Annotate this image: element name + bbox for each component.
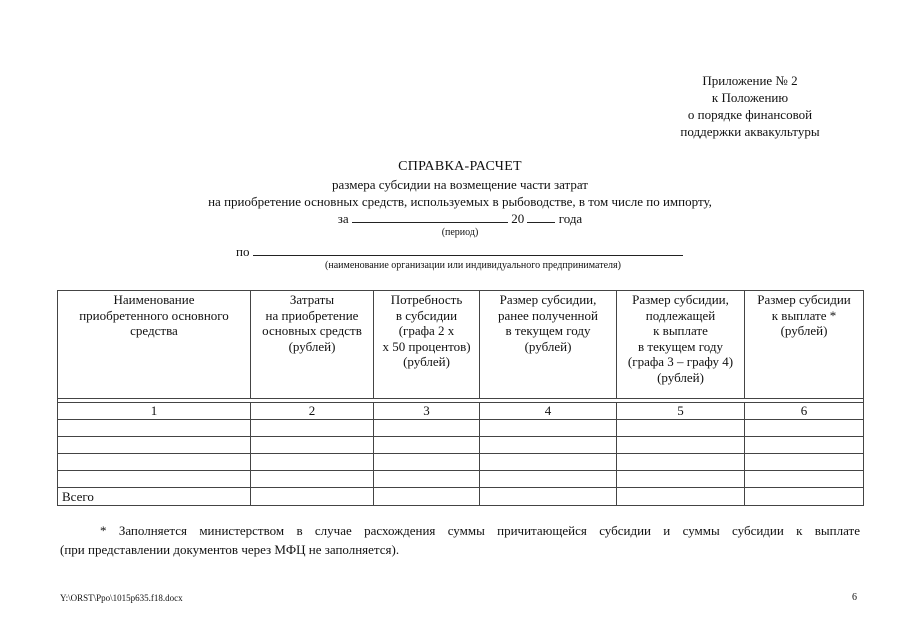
document-title-block bbox=[60, 158, 860, 239]
table-cell[interactable] bbox=[251, 454, 374, 471]
total-row bbox=[58, 488, 864, 506]
total-label: Всего bbox=[58, 488, 251, 506]
table-cell[interactable] bbox=[617, 471, 745, 488]
header-text: (графа 3 – графу 4) bbox=[627, 354, 734, 370]
column-number: 1 bbox=[58, 403, 251, 420]
header-text: средства bbox=[130, 323, 178, 339]
header-cell-2 bbox=[251, 291, 374, 399]
column-number: 2 bbox=[251, 403, 374, 420]
table-row bbox=[58, 454, 864, 471]
table-cell[interactable] bbox=[617, 420, 745, 437]
table-cell[interactable] bbox=[251, 488, 374, 506]
table-cell[interactable] bbox=[480, 488, 617, 506]
table-row bbox=[58, 437, 864, 454]
header-text: Затраты bbox=[289, 292, 335, 307]
header-text: (рублей) bbox=[524, 338, 572, 354]
column-number: 3 bbox=[374, 403, 480, 420]
document-title: СПРАВКА-РАСЧЕТ bbox=[398, 159, 522, 174]
organization-hint: (наименование организации или индивидуального предпринимателя) bbox=[325, 260, 621, 271]
footnote-line-2: (при представлении документов через МФЦ не заполняется). bbox=[60, 542, 400, 557]
header-text: Размер субсидии bbox=[757, 292, 851, 307]
table-cell[interactable] bbox=[374, 471, 480, 488]
table-cell[interactable] bbox=[745, 454, 864, 471]
table-cell[interactable] bbox=[745, 471, 864, 488]
period-hint: (период) bbox=[441, 227, 479, 238]
header-cell-4 bbox=[480, 291, 617, 399]
period-prefix: за bbox=[337, 211, 349, 226]
header-text: в субсидии bbox=[395, 307, 458, 323]
table-cell[interactable] bbox=[617, 454, 745, 471]
organization-prefix: по bbox=[236, 244, 250, 259]
table-cell[interactable] bbox=[374, 420, 480, 437]
header-text: Размер субсидии, bbox=[632, 292, 729, 307]
table-row bbox=[58, 471, 864, 488]
column-number: 4 bbox=[480, 403, 617, 420]
header-text: к выплате bbox=[653, 323, 708, 339]
header-text: х 50 процентов) bbox=[382, 338, 471, 354]
table-cell[interactable] bbox=[745, 488, 864, 506]
title-line-1: размера субсидии на возмещение части затрат bbox=[332, 177, 588, 192]
table-cell[interactable] bbox=[251, 420, 374, 437]
table-cell[interactable] bbox=[480, 420, 617, 437]
header-cell-6 bbox=[745, 291, 864, 399]
column-number: 6 bbox=[745, 403, 864, 420]
header-text: (рублей) bbox=[288, 338, 336, 354]
table-cell[interactable] bbox=[480, 471, 617, 488]
appendix-line: поддержки аквакультуры bbox=[680, 124, 820, 139]
header-text: основных средств bbox=[262, 323, 362, 339]
header-text: на приобретение bbox=[265, 307, 359, 323]
column-number-row bbox=[58, 403, 864, 420]
appendix-reference bbox=[648, 72, 852, 140]
header-text: (рублей) bbox=[403, 354, 450, 370]
year-blank[interactable] bbox=[527, 210, 555, 223]
header-cell-3 bbox=[374, 291, 480, 399]
period-suffix: года bbox=[558, 211, 583, 226]
calculation-table bbox=[57, 290, 864, 506]
header-text: Потребность bbox=[390, 292, 463, 307]
header-text: в текущем году bbox=[505, 323, 591, 339]
header-cell-1 bbox=[58, 291, 251, 399]
table-cell[interactable] bbox=[480, 437, 617, 454]
period-year: 20 bbox=[511, 211, 525, 226]
header-text: (рублей) bbox=[657, 369, 704, 385]
table-cell[interactable] bbox=[251, 437, 374, 454]
header-text: Размер субсидии, bbox=[499, 292, 597, 307]
table-cell[interactable] bbox=[480, 454, 617, 471]
organization-line bbox=[236, 243, 683, 260]
appendix-line: Приложение № 2 bbox=[702, 73, 798, 88]
table-cell[interactable] bbox=[617, 488, 745, 506]
header-text: (графа 2 х bbox=[398, 323, 455, 339]
footnote-line-1: * Заполняется министерством в случае расхождения суммы причитающейся субсидии и суммы субсидии к выплате bbox=[100, 523, 860, 538]
header-text: (рублей) bbox=[780, 323, 828, 339]
table-header-row bbox=[58, 291, 864, 399]
organization-blank[interactable] bbox=[253, 243, 683, 256]
table-cell[interactable] bbox=[745, 437, 864, 454]
header-text: к выплате * bbox=[771, 307, 837, 323]
appendix-line: к Положению bbox=[711, 90, 789, 105]
table-cell[interactable] bbox=[58, 437, 251, 454]
header-text: Наименование bbox=[113, 292, 195, 307]
table-row bbox=[58, 420, 864, 437]
table-cell[interactable] bbox=[374, 437, 480, 454]
header-text: приобретенного основного bbox=[79, 307, 229, 323]
table-cell[interactable] bbox=[374, 488, 480, 506]
footer-file-path: Y:\ORST\Ppo\1015p635.f18.docx bbox=[60, 593, 183, 603]
header-text: в текущем году bbox=[638, 338, 723, 354]
footnote bbox=[60, 521, 860, 559]
table-cell[interactable] bbox=[617, 437, 745, 454]
period-line bbox=[60, 210, 860, 227]
header-cell-5 bbox=[617, 291, 745, 399]
table-cell[interactable] bbox=[745, 420, 864, 437]
table-cell[interactable] bbox=[251, 471, 374, 488]
column-number: 5 bbox=[617, 403, 745, 420]
appendix-line: о порядке финансовой bbox=[687, 107, 813, 122]
header-text: ранее полученной bbox=[498, 307, 598, 323]
title-line-2: на приобретение основных средств, используемых в рыбоводстве, в том числе по импорту, bbox=[208, 194, 712, 209]
table-cell[interactable] bbox=[58, 471, 251, 488]
table-cell[interactable] bbox=[374, 454, 480, 471]
page-number: 6 bbox=[852, 592, 857, 603]
header-text: подлежащей bbox=[645, 307, 716, 323]
period-blank[interactable] bbox=[352, 210, 508, 223]
table-cell[interactable] bbox=[58, 454, 251, 471]
table-cell[interactable] bbox=[58, 420, 251, 437]
